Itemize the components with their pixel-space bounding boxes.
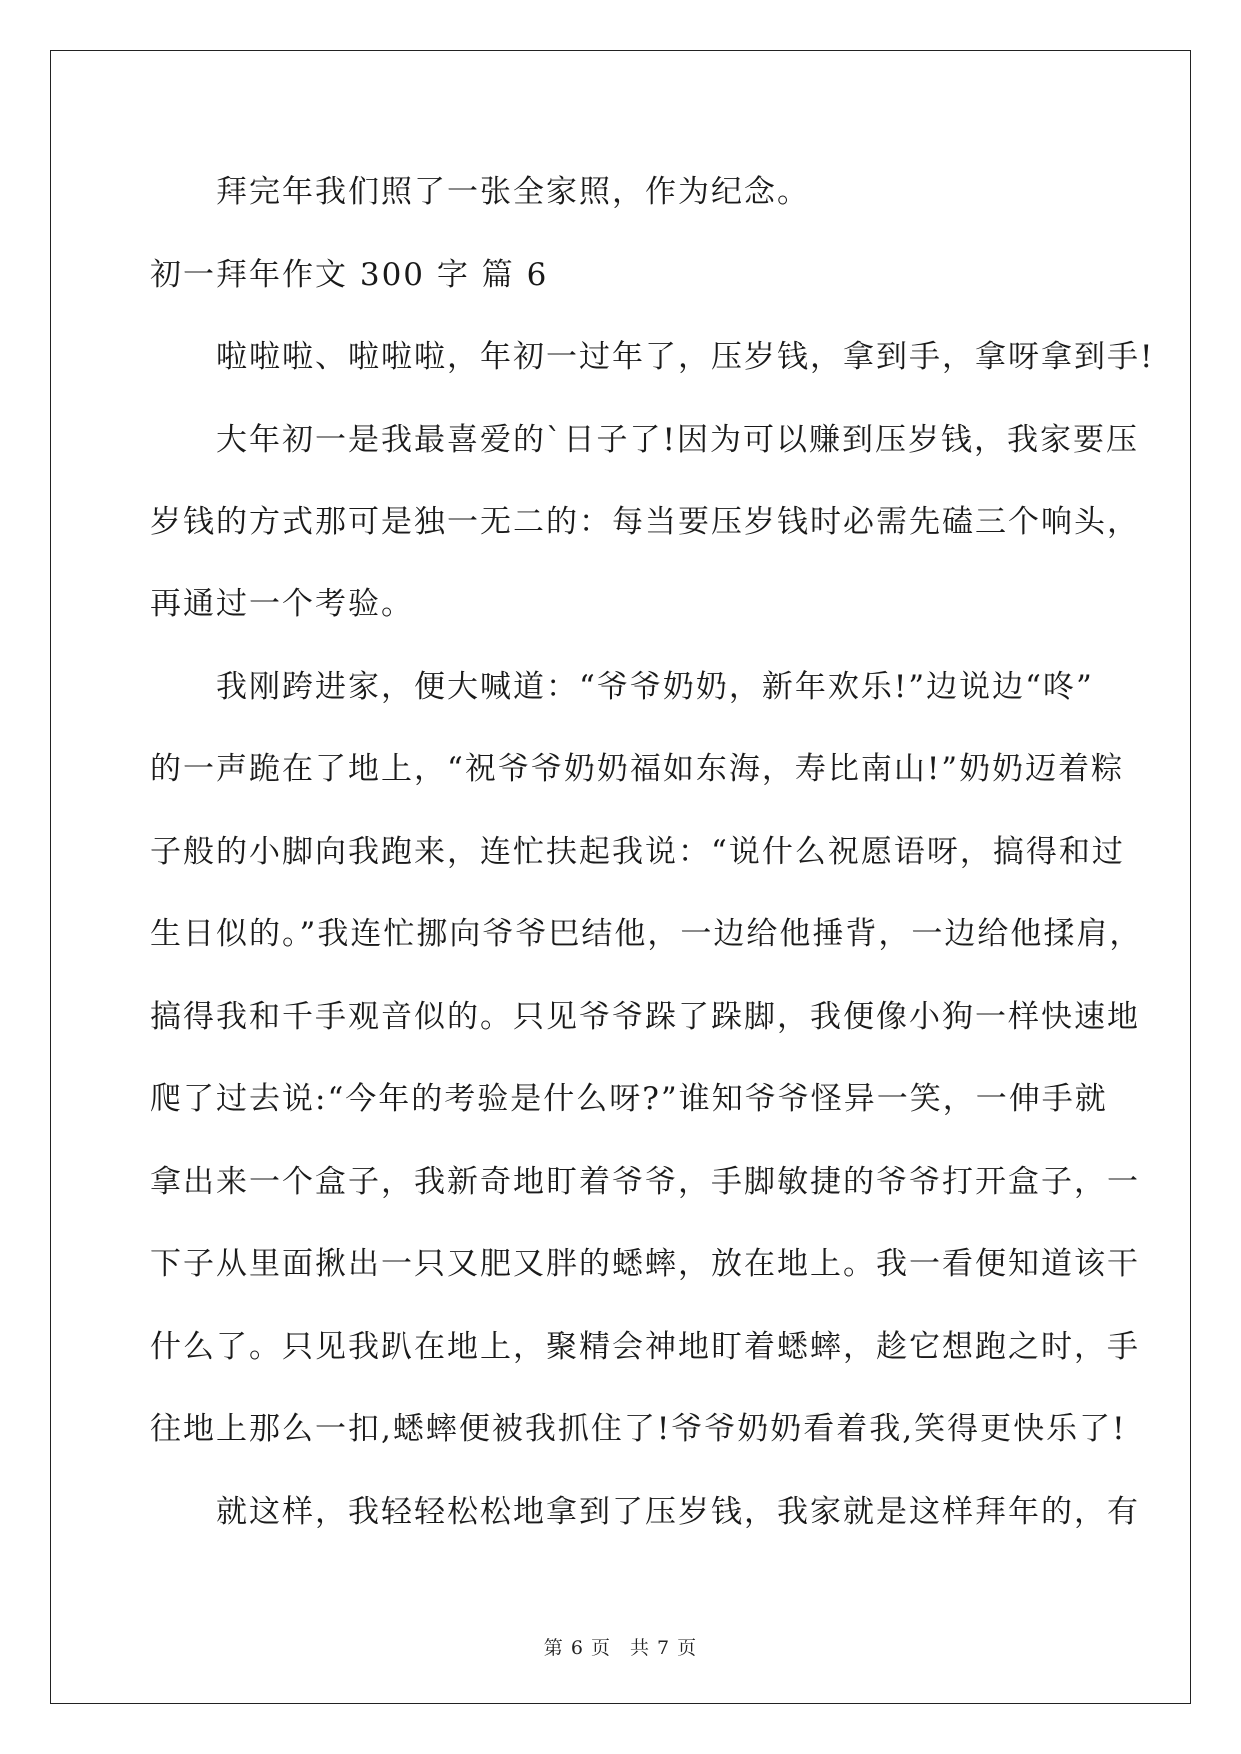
text-line: 什么了。只见我趴在地上，聚精会神地盯着蟋蟀，趁它想跑之时，手: [150, 1329, 1140, 1365]
text-line: 我刚跨进家，便大喊道：“爷爷奶奶，新年欢乐!”边说边“咚”: [216, 669, 1094, 705]
page-number: 第 6 页: [543, 1637, 611, 1659]
text-line: 大年初一是我最喜爱的`日子了!因为可以赚到压岁钱，我家要压: [216, 422, 1139, 458]
page-total: 共 7 页: [630, 1637, 698, 1659]
text-line: 爬了过去说:“今年的考验是什么呀?”谁知爷爷怪异一笑，一伸手就: [150, 1081, 1108, 1117]
text-line: 下子从里面揪出一只又肥又胖的蟋蟀，放在地上。我一看便知道该干: [150, 1246, 1140, 1282]
text-line: 拜完年我们照了一张全家照，作为纪念。: [216, 174, 810, 210]
page-footer: [0, 1633, 1241, 1660]
text-line: 岁钱的方式那可是独一无二的：每当要压岁钱时必需先磕三个响头，: [150, 504, 1140, 540]
section-heading: 初一拜年作文 300 字 篇 6: [150, 257, 549, 293]
text-line: 就这样，我轻轻松松地拿到了压岁钱，我家就是这样拜年的，有: [216, 1494, 1140, 1530]
text-line: 拿出来一个盒子，我新奇地盯着爷爷，手脚敏捷的爷爷打开盒子，一: [150, 1164, 1140, 1200]
page-border: [50, 50, 1191, 1704]
text-line: 往地上那么一扣,蟋蟀便被我抓住了!爷爷奶奶看着我,笑得更快乐了!: [150, 1411, 1127, 1447]
text-line: 再通过一个考验。: [150, 586, 414, 622]
text-line: 生日似的。”我连忙挪向爷爷巴结他，一边给他捶背，一边给他揉肩，: [150, 916, 1143, 952]
text-line: 的一声跪在了地上，“祝爷爷奶奶福如东海，寿比南山!”奶奶迈着粽: [150, 751, 1125, 787]
text-line: 搞得我和千手观音似的。只见爷爷跺了跺脚，我便像小狗一样快速地: [150, 999, 1140, 1035]
text-line: 啦啦啦、啦啦啦，年初一过年了，压岁钱，拿到手，拿呀拿到手!: [216, 339, 1155, 375]
text-line: 子般的小脚向我跑来，连忙扶起我说：“说什么祝愿语呀，搞得和过: [150, 834, 1125, 870]
